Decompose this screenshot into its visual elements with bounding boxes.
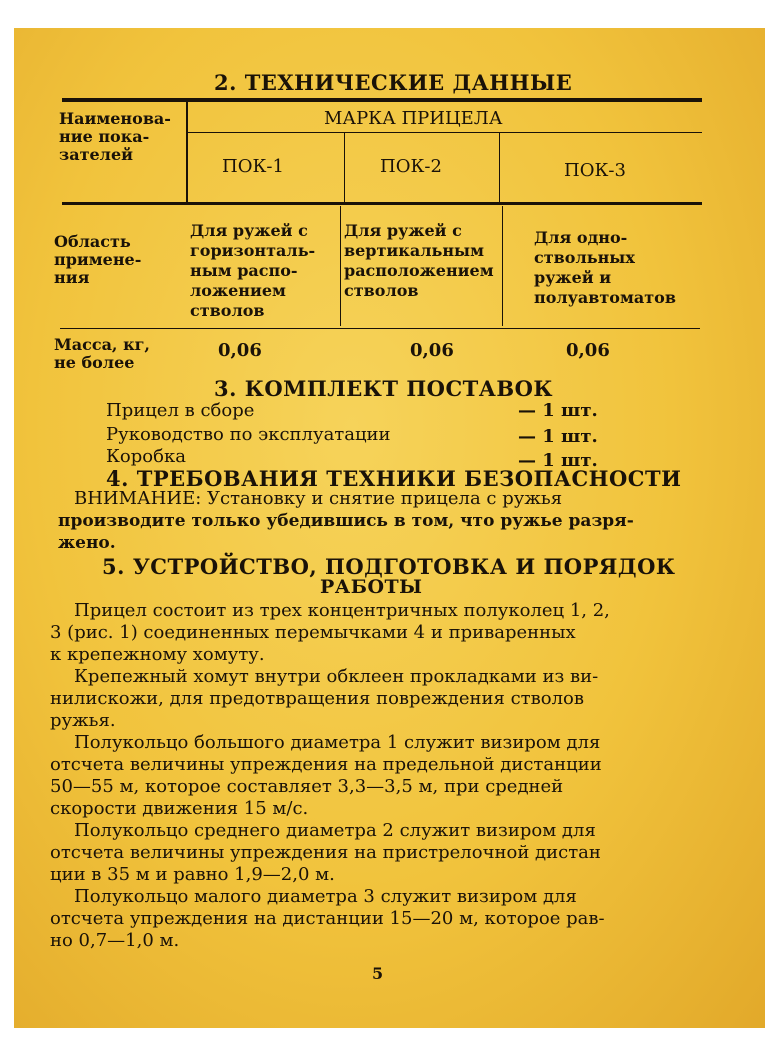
safety-line: производите только убедившись в том, что ружье разря- — [58, 511, 634, 531]
section-5-title: 5. УСТРОЙСТВО, ПОДГОТОВКА И ПОРЯДОК — [102, 554, 676, 579]
document-page — [14, 28, 765, 1028]
section-3-title: 3. КОМПЛЕКТ ПОСТАВОК — [214, 376, 554, 401]
mass-value-pok1: 0,06 — [218, 340, 262, 361]
section-4-title: 4. ТРЕБОВАНИЯ ТЕХНИКИ БЕЗОПАСНОСТИ — [106, 466, 682, 491]
body-line: к крепежному хомуту. — [50, 644, 265, 665]
kit-item-name: Коробка — [106, 446, 186, 467]
body-line: Полукольцо среднего диаметра 2 служит визиром для — [74, 820, 596, 841]
model-pok1: ПОК-1 — [222, 156, 284, 177]
table-top-rule — [62, 98, 702, 102]
table-header-bottom-rule — [62, 202, 702, 205]
section-2-title: 2. ТЕХНИЧЕСКИЕ ДАННЫЕ — [214, 70, 573, 95]
table-col-divider — [502, 206, 503, 326]
body-line: 3 (рис. 1) соединенных перемычками 4 и приваренных — [50, 622, 576, 643]
kit-item-qty: — 1 шт. — [518, 426, 598, 447]
body-line: нилискожи, для предотвращения повреждения стволов — [50, 688, 585, 709]
table-header-group: МАРКА ПРИЦЕЛА — [324, 108, 503, 129]
kit-item-name: Прицел в сборе — [106, 400, 255, 421]
mass-label: Масса, кг, не более — [54, 335, 150, 372]
body-line: но 0,7—1,0 м. — [50, 930, 180, 951]
body-line: скорости движения 15 м/с. — [50, 798, 309, 819]
table-col-divider — [344, 132, 345, 202]
body-line: ции в 35 м и равно 1,9—2,0 м. — [50, 864, 335, 885]
body-line: Прицел состоит из трех концентричных полуколец 1, 2, — [74, 600, 610, 621]
section-5-title-line2: РАБОТЫ — [320, 576, 423, 598]
model-pok3: ПОК-3 — [564, 160, 626, 181]
area-value-pok2: Для ружей с вертикальным расположением стволов — [344, 221, 494, 300]
body-line: отсчета величины упреждения на предельной дистанции — [50, 754, 602, 775]
table-header-rule — [186, 132, 702, 133]
kit-item-qty: — 1 шт. — [518, 450, 598, 471]
table-col-divider — [499, 132, 500, 202]
table-header-left: Наименова- ние пока- зателей — [59, 109, 171, 164]
body-line: ружья. — [50, 710, 116, 731]
safety-line: жено. — [58, 533, 116, 553]
body-line: Крепежный хомут внутри обклеен прокладками из ви- — [74, 666, 599, 687]
safety-line: ВНИМАНИЕ: Установку и снятие прицела с ружья — [74, 488, 563, 509]
table-col-divider — [340, 206, 341, 326]
model-pok2: ПОК-2 — [380, 156, 442, 177]
area-value-pok3: Для одно- ствольных ружей и полуавтоматов — [534, 228, 676, 307]
page-number: 5 — [372, 964, 384, 983]
mass-value-pok3: 0,06 — [566, 340, 610, 361]
mass-value-pok2: 0,06 — [410, 340, 454, 361]
table-row-rule — [60, 328, 700, 329]
kit-item-qty: — 1 шт. — [518, 400, 598, 421]
area-label: Область примене- ния — [54, 232, 142, 287]
kit-item-name: Руководство по эксплуатации — [106, 424, 391, 445]
area-value-pok1: Для ружей с горизонталь- ным распо- ложением стволов — [190, 221, 316, 320]
table-col-divider — [186, 102, 188, 202]
body-line: Полукольцо малого диаметра 3 служит визиром для — [74, 886, 577, 907]
body-line: отсчета величины упреждения на пристрелочной дистан — [50, 842, 601, 863]
body-line: отсчета упреждения на дистанции 15—20 м, которое рав- — [50, 908, 605, 929]
body-line: Полукольцо большого диаметра 1 служит визиром для — [74, 732, 601, 753]
body-line: 50—55 м, которое составляет 3,3—3,5 м, при средней — [50, 776, 564, 797]
